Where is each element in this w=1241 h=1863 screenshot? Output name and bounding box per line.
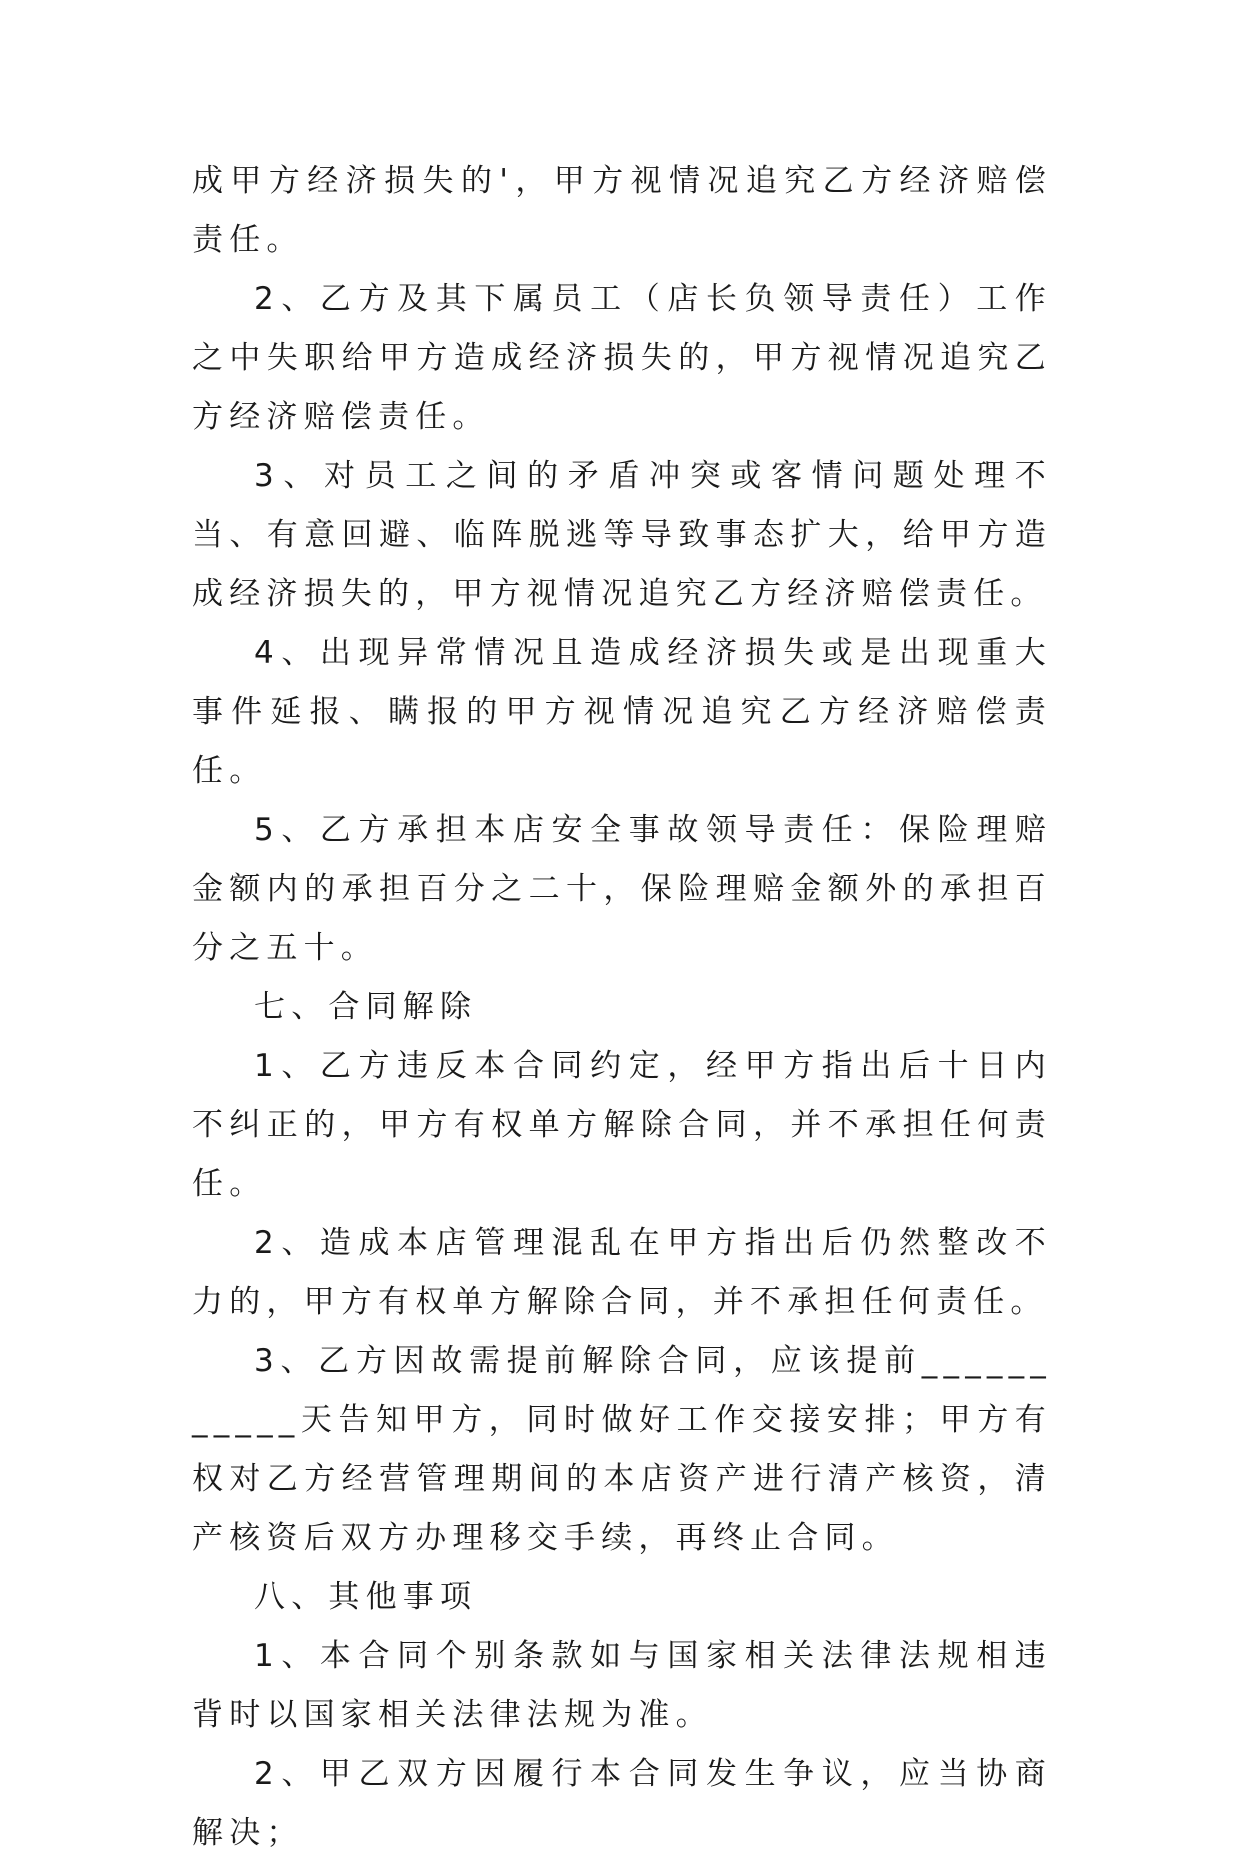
- paragraph-other-2: 2、甲乙双方因履行本合同发生争议，应当协商解决；: [192, 1756, 1052, 1851]
- paragraph-continuation: 成甲方经济损失的'，甲方视情况追究乙方经济赔偿责任。: [192, 163, 1052, 258]
- paragraph-liability-4: 4、出现异常情况且造成经济损失或是出现重大事件延报、瞒报的甲方视情况追究乙方经济赔偿责任。: [192, 635, 1052, 789]
- paragraph-liability-5: 5、乙方承担本店安全事故领导责任：保险理赔金额内的承担百分之二十，保险理赔金额外的承担百分之五十。: [192, 812, 1052, 966]
- document-body: [192, 152, 1052, 1863]
- paragraph-termination-2: 2、造成本店管理混乱在甲方指出后仍然整改不力的，甲方有权单方解除合同，并不承担任何责任。: [192, 1225, 1052, 1320]
- paragraph-liability-3: 3、对员工之间的矛盾冲突或客情问题处理不当、有意回避、临阵脱逃等导致事态扩大，给甲方造成经济损失的，甲方视情况追究乙方经济赔偿责任。: [192, 458, 1052, 612]
- paragraph-other-1: 1、本合同个别条款如与国家相关法律法规相违背时以国家相关法律法规为准。: [192, 1638, 1052, 1733]
- section-heading-termination: 七、合同解除: [254, 989, 478, 1025]
- paragraph-termination-1: 1、乙方违反本合同约定，经甲方指出后十日内不纠正的，甲方有权单方解除合同，并不承担任何责任。: [192, 1048, 1052, 1202]
- paragraph-termination-3: 3、乙方因故需提前解除合同，应该提前___________天告知甲方，同时做好工作交接安排；甲方有权对乙方经营管理期间的本店资产进行清产核资，清产核资后双方办理移交手续，再终止合同。: [192, 1343, 1052, 1556]
- section-heading-other-matters: 八、其他事项: [254, 1579, 478, 1615]
- paragraph-liability-2: 2、乙方及其下属员工（店长负领导责任）工作之中失职给甲方造成经济损失的，甲方视情况追究乙方经济赔偿责任。: [192, 281, 1052, 435]
